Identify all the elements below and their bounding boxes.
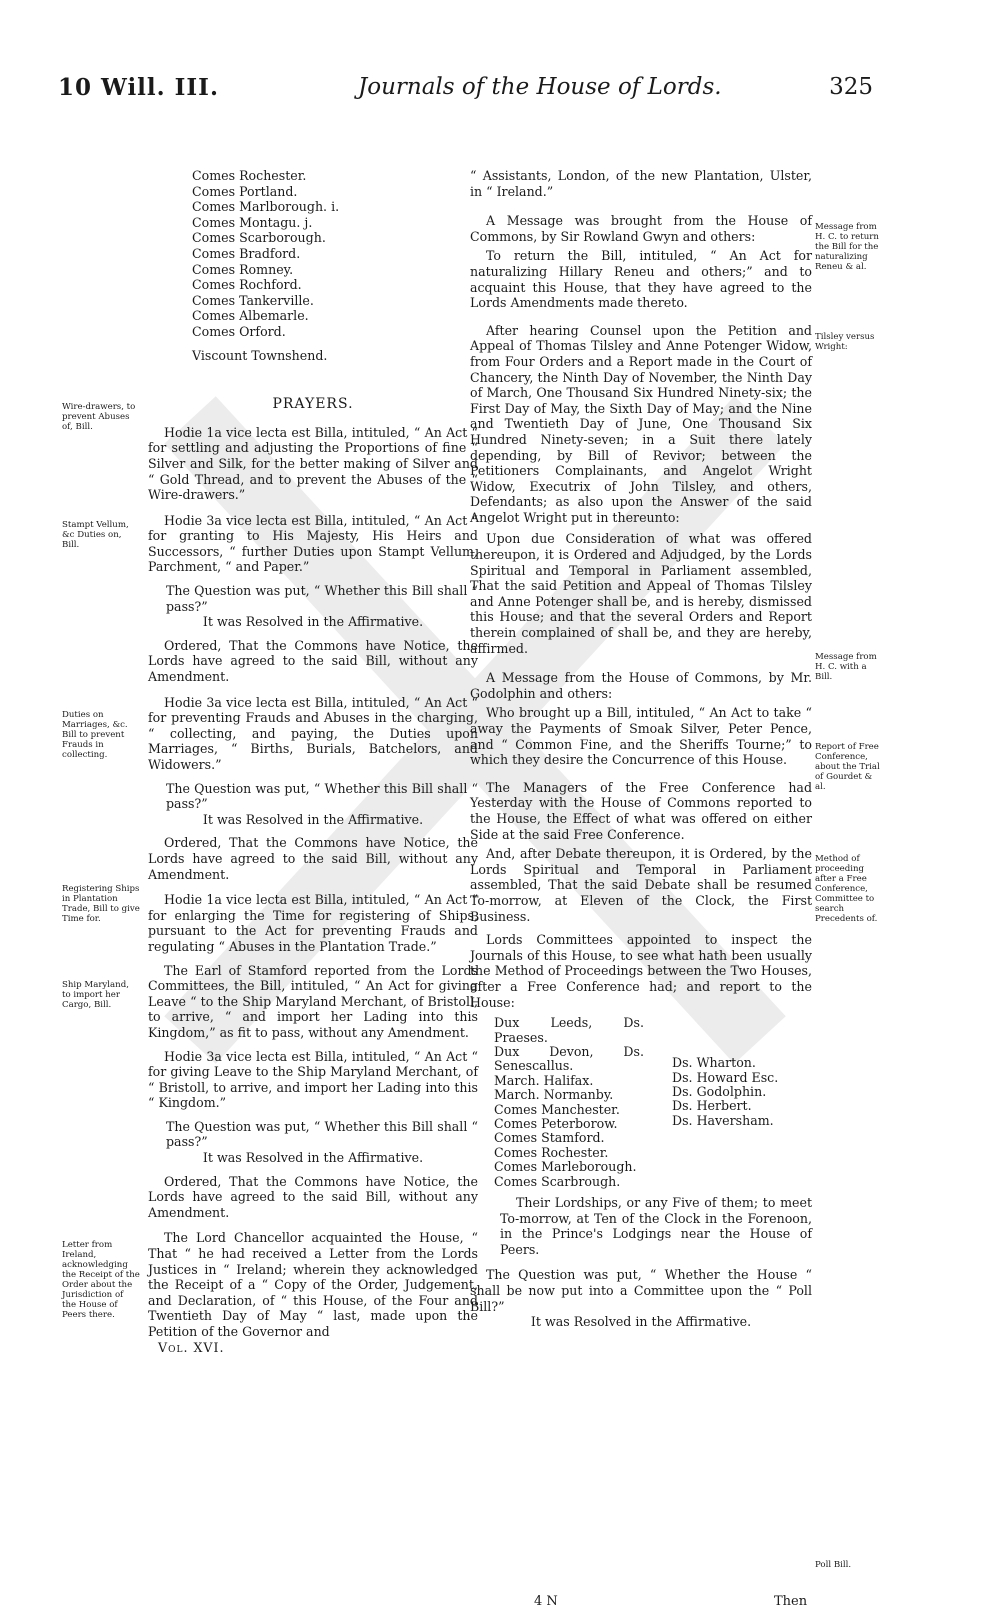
peer-name: Comes Scarbrough. <box>494 1173 621 1189</box>
resolution: It was Resolved in the Affirmative. <box>530 1314 752 1330</box>
paragraph: The Earl of Stamford reported from the Lords Committees, the Bill, intituled, “ An Act for giving Leave “ to the Ship Maryland Merchant, of Bristoll, to arrive, “ and import her Lading into this Kingdom,” as fit to pass, without any Amendment. <box>148 962 478 1040</box>
paragraph: The Managers of the Free Conference had Yesterday with the House of Commons reported to the House, the Effect of what was offered on either Side at the said Free Conference. <box>470 779 812 842</box>
peer-name: Comes Marleborough. <box>494 1159 637 1175</box>
peer-name: Comes Marlborough. i. <box>192 199 340 215</box>
margin-note: Report of Free Conference, about the Trial of Gourdet & al. <box>815 742 880 792</box>
order: Ordered, That the Commons have Notice, the Lords have agreed to the said Bill, without any Amendment. <box>148 1173 478 1220</box>
resolution: It was Resolved in the Affirmative. <box>202 614 424 630</box>
signature-mark: 4 N <box>534 1594 558 1609</box>
peer-name: Comes Stamford. <box>494 1130 605 1146</box>
peer-name: Comes Albemarle. <box>192 308 309 324</box>
resolution: It was Resolved in the Affirmative. <box>202 811 424 827</box>
margin-note: Wire-drawers, to prevent Abuses of, Bill. <box>62 402 136 432</box>
paragraph: Hodie 1a vice lecta est Billa, intituled, “ An Act “ for settling and adjusting the Proportions of fine “ Silver and Silk, for the better making of Silver and “ Gold Thread, and to prevent the Abuses of the “ Wire-drawers.” <box>148 424 478 503</box>
margin-note: Registering Ships in Plantation Trade, Bill to give Time for. <box>62 884 140 924</box>
paragraph: Hodie 3a vice lecta est Billa, intituled, “ An Act “ for giving Leave to the Ship Maryland Merchant, of “ Bristoll, to arrive, and import her Lading into this “ Kingdom.” <box>148 1048 478 1111</box>
peer-name: Dux Leeds, Ds. Praeses. <box>494 1015 644 1045</box>
peer-name: Ds. Herbert. <box>672 1098 752 1114</box>
paragraph: And, after Debate thereupon, it is Ordered, by the Lords Spiritual and Temporal in Parliament assembled, That the said Debate shall be resumed To-morrow, at Eleven of the Clock, the First Business. <box>470 846 812 924</box>
margin-note: Stampt Vellum, &c Duties on, Bill. <box>62 520 129 550</box>
peer-name: Ds. Wharton. <box>672 1055 756 1071</box>
peer-name: Comes Rochester. <box>494 1144 609 1160</box>
journal-title: Journals of the House of Lords. <box>358 74 722 100</box>
question: The Question was put, “ Whether this Bill shall “ pass?” <box>166 583 478 614</box>
paragraph: Hodie 1a vice lecta est Billa, intituled, “ An Act “ for enlarging the Time for registering of Ships, pursuant to the Act for preventing Frauds and regulating “ Abuses in the Plantation Trade.” <box>148 892 478 954</box>
running-header <box>58 74 873 110</box>
paragraph: Hodie 3a vice lecta est Billa, intituled, “ An Act “ for granting to His Majesty, His Heirs and Successors, “ further Duties upon Stampt Vellum, Parchment, “ and Paper.” <box>148 512 478 575</box>
lords-list-left <box>494 1016 644 1189</box>
peer-name: Comes Rochford. <box>192 277 302 293</box>
peer-name: Comes Montagu. j. <box>192 214 313 230</box>
question: The Question was put, “ Whether the House “ shall be now put into a Committee upon the “ Poll Bill?” <box>470 1267 812 1314</box>
margin-note: Method of proceeding after a Free Conference, Committee to search Precedents of. <box>815 854 878 924</box>
lords-list-right <box>672 1056 812 1189</box>
resolution: It was Resolved in the Affirmative. <box>202 1150 424 1166</box>
peer-name: Viscount Townshend. <box>192 347 328 363</box>
peer-name: Ds. Godolphin. <box>672 1083 767 1099</box>
paragraph: After hearing Counsel upon the Petition and Appeal of Thomas Tilsley and Anne Potenger Widow, from Four Orders and a Report made in the Court of Chancery, the Ninth Day of November, the Ninth Day of March, One Thousand Six Hundred Ninety-six; the First Day of May, the Sixth Day of May; and the Nine and Twentieth Day of June, One Thousand Six Hundred Ninety-seven; in a Suit there lately depending, by Bill of Revivor; between the Petitioners Complainants, and Angelot Wright Widow, Executrix of John Tilsley, and others, Defendants; as also upon the Answer of the said Angelot Wright put in thereunto: <box>470 322 812 525</box>
paragraph: A Message from the House of Commons, by Mr. Godolphin and others: <box>470 670 812 701</box>
peer-name: Comes Bradford. <box>192 245 301 261</box>
peer-name: Dux Devon, Ds. Senescallus. <box>494 1043 644 1074</box>
paragraph: Hodie 3a vice lecta est Billa, intituled, “ An Act “ for preventing Frauds and Abuses in the charging, “ collecting, and paying, the Duties upon Marriages, “ Births, Burials, Batchelors, and Widowers.” <box>148 694 478 772</box>
peer-name: Comes Tankerville. <box>192 292 314 308</box>
paragraph: Upon due Consideration of what was offered thereupon, it is Ordered and Adjudged, by the Lords Spiritual and Temporal in Parliament assembled, That the said Petition and Appeal of Thomas Tilsley and Anne Potenger shall be, and is hereby, dismissed this House; and that the several Orders and Report therein complained of shall be, and they are hereby, affirmed. <box>470 531 812 656</box>
left-column <box>148 168 478 1355</box>
peer-name: Ds. Haversham. <box>672 1112 774 1128</box>
margin-note: Ship Maryland, to import her Cargo, Bill. <box>62 980 129 1010</box>
peer-name: Comes Scarborough. <box>192 230 326 246</box>
peer-name: Comes Orford. <box>192 323 286 339</box>
peer-name: Comes Portland. <box>192 183 298 199</box>
prayers-heading: PRAYERS. <box>272 396 354 413</box>
peer-name: Comes Manchester. <box>494 1101 620 1117</box>
question: The Question was put, “ Whether this Bill shall “ pass?” <box>166 1118 478 1150</box>
committee-lords <box>470 1016 812 1189</box>
question: The Question was put, “ Whether this Bill shall “ pass?” <box>166 780 478 812</box>
peer-name: Comes Peterborow. <box>494 1115 618 1131</box>
volume-signature: Vol. XVI. <box>158 1339 225 1355</box>
comites-list <box>148 168 478 363</box>
paragraph: Lords Committees appointed to inspect the Journals of this House, to see what hath been usually the Method of Proceedings between the Two Houses, after a Free Conference had; and report to the House: <box>470 932 812 1010</box>
margin-note: Tilsley versus Wright: <box>815 332 875 352</box>
peer-name: March. Halifax. <box>494 1072 594 1088</box>
margin-note: Letter from Ireland, acknowledging the Receipt of the Order about the Jurisdiction of the House of Peers there. <box>62 1240 140 1320</box>
margin-note: Message from H. C. to return the Bill for the naturalizing Reneu & al. <box>815 222 879 272</box>
paragraph: Their Lordships, or any Five of them; to meet To-morrow, at Ten of the Clock in the Forenoon, in the Prince's Lodgings near the House of Peers. <box>500 1194 812 1257</box>
paragraph: A Message was brought from the House of Commons, by Sir Rowland Gwyn and others: <box>470 213 812 244</box>
catchword: Then <box>774 1594 808 1609</box>
order: Ordered, That the Commons have Notice, the Lords have agreed to the said Bill, without any Amendment. <box>148 835 478 882</box>
right-column <box>470 168 812 1330</box>
order: Ordered, That the Commons have Notice, the Lords have agreed to the said Bill, without any Amendment. <box>148 637 478 685</box>
paragraph: To return the Bill, intituled, “ An Act for naturalizing Hillary Reneu and others;” and to acquaint this House, that they have agreed to the Lords Amendments made thereto. <box>470 248 812 311</box>
margin-note: Message from H. C. with a Bill. <box>815 652 877 682</box>
regnal-year: 10 Will. III. <box>58 74 219 101</box>
paragraph: Who brought up a Bill, intituled, “ An Act to take “ away the Payments of Smoak Silver, Peter Pence, and “ Common Fine, and the Sheriffs Tourne;” to which they desire the Concurrence of this House. <box>470 705 812 768</box>
page-number: 325 <box>829 74 873 100</box>
peer-name: Comes Romney. <box>192 261 294 277</box>
margin-note: Poll Bill. <box>815 1560 852 1570</box>
peer-name: March. Normanby. <box>494 1087 614 1103</box>
margin-note: Duties on Marriages, &c. Bill to prevent Frauds in collecting. <box>62 710 128 760</box>
paragraph: The Lord Chancellor acquainted the House, “ That “ he had received a Letter from the Lords Justices in “ Ireland; wherein they acknowledged the Receipt of a “ Copy of the Order, Judgement, and Declaration, of “ this House, of the Four and Twentieth Day of May “ last, made upon the Petition of the Governor and <box>148 1230 478 1339</box>
peer-name: Ds. Howard Esc. <box>672 1069 779 1085</box>
paragraph: “ Assistants, London, of the new Plantation, Ulster, in “ Ireland.” <box>470 168 812 199</box>
peer-name: Comes Rochester. <box>192 168 307 183</box>
